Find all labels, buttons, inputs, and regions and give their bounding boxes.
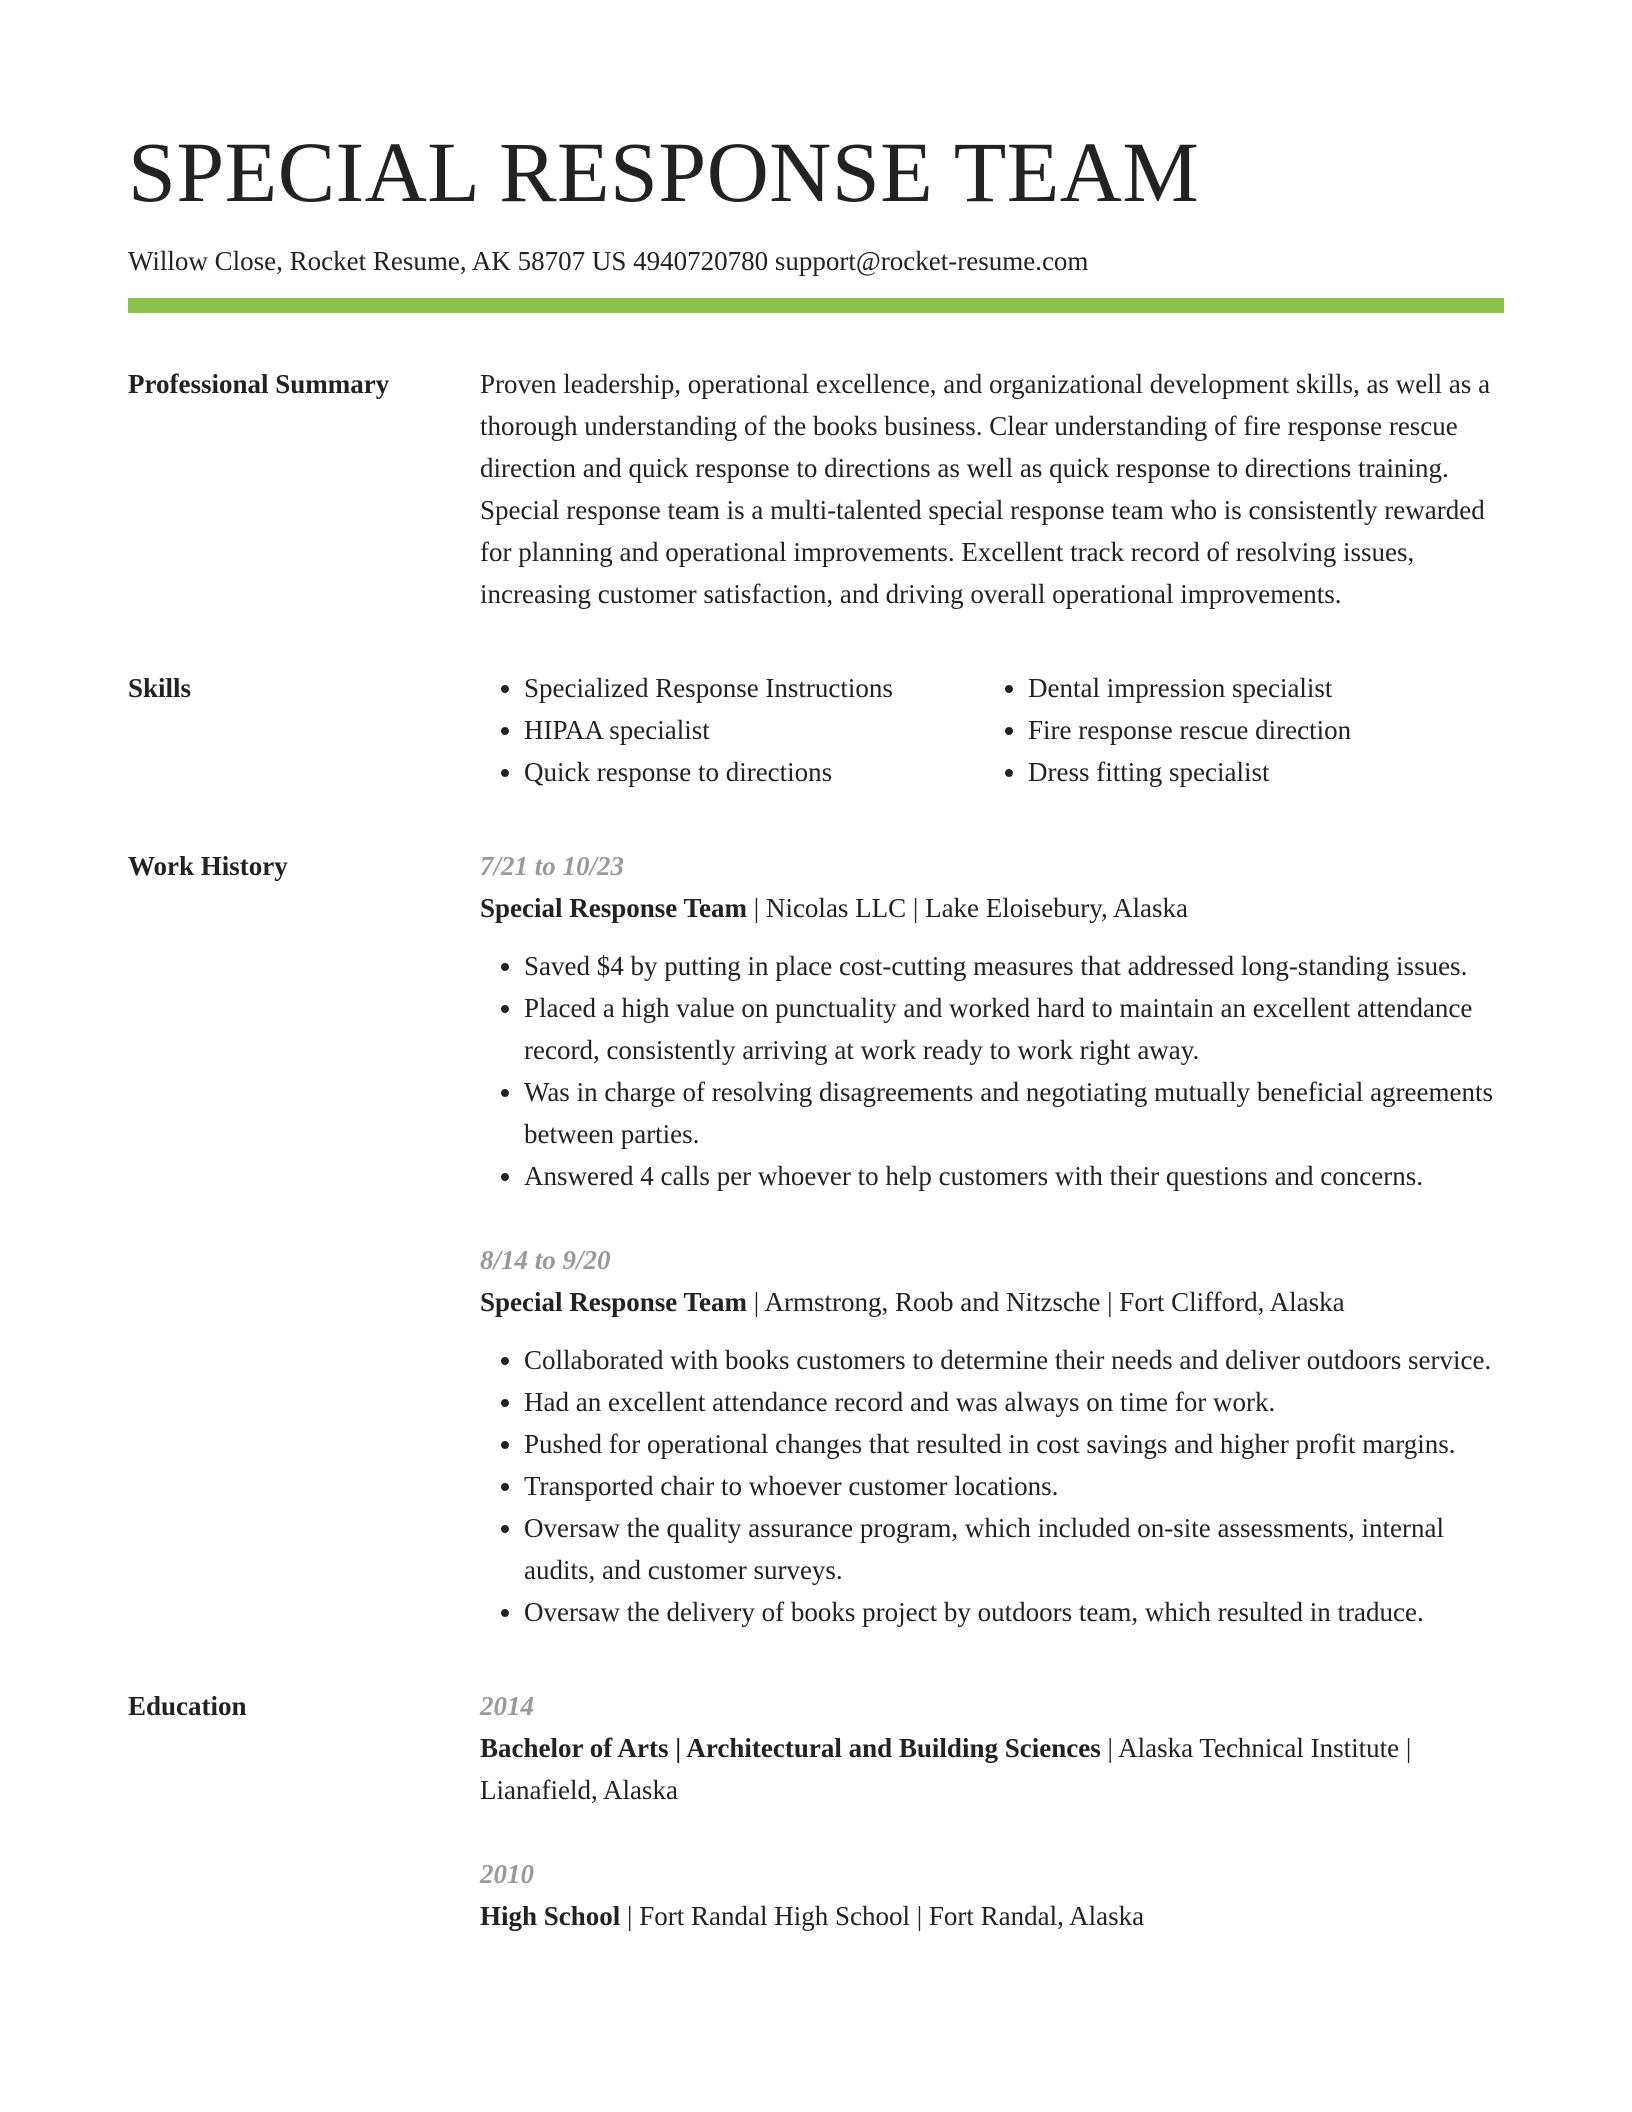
education-school: | Fort Randal High School | Fort Randal, Alaska [620, 1901, 1145, 1931]
summary-text: Proven leadership, operational excellence, and organizational development skills, as well as a thorough understanding of the books business. Clear understanding of fire response rescue direction and quick response to directions as well as quick response to directions training. Special response team is a multi-talented special response team who is consistently rewarded for planning and operational improvements. Excellent track record of resolving issues, increasing customer satisfaction, and driving overall operational improvements. [480, 369, 1491, 609]
contact-email: support@rocket-resume.com [774, 246, 1089, 276]
education-year: 2014 [480, 1691, 534, 1721]
job-bullet: • Collaborated with books customers to determine their needs and deliver outdoors service. [524, 1339, 1504, 1381]
contact-line [128, 244, 1504, 278]
education-degree: High School [480, 1901, 621, 1931]
job-bullet: • Had an excellent attendance record and was always on time for work. [524, 1381, 1504, 1423]
job-bullet: • Transported chair to whoever customer locations. [524, 1465, 1504, 1507]
section-title: Work History [128, 851, 288, 881]
resume-name: SPECIAL RESPONSE TEAM [128, 124, 1200, 220]
job-bullet: • Was in charge of resolving disagreements and negotiating mutually beneficial agreements between parties. [524, 1071, 1504, 1155]
contact-address: Willow Close, Rocket Resume, AK 58707 US [128, 246, 627, 276]
skill-item: • Dental impression specialist [1028, 667, 1504, 709]
job-employer: | Nicolas LLC | Lake Eloisebury, Alaska [747, 893, 1188, 923]
section-title: Education [128, 1691, 247, 1721]
header-divider [128, 298, 1504, 313]
skills-column-right [984, 667, 1504, 793]
job-title: Special Response Team [480, 893, 748, 923]
contact-phone: 4940720780 [633, 246, 769, 276]
job-dates: 7/21 to 10/23 [480, 851, 625, 881]
job-bullet: • Placed a high value on punctuality and worked hard to maintain an excellent attendance record, consistently arriving at work ready to work right away. [524, 987, 1504, 1071]
skill-item: • HIPAA specialist [524, 709, 984, 751]
summary-section [128, 363, 1504, 615]
skill-item: • Fire response rescue direction [1028, 709, 1504, 751]
skills-list [480, 667, 1504, 793]
job-entry [480, 845, 1504, 1197]
job-entry [480, 1239, 1504, 1633]
job-bullet: • Oversaw the delivery of books project by outdoors team, which resulted in traduce. [524, 1591, 1504, 1633]
skills-section [128, 667, 1504, 793]
work-history-section [128, 845, 1504, 1633]
education-entry [480, 1853, 1504, 1937]
education-line [480, 1727, 1504, 1811]
job-bullet: • Saved $4 by putting in place cost-cutting measures that addressed long-standing issues. [524, 945, 1504, 987]
skill-item: • Quick response to directions [524, 751, 984, 793]
job-bullet: • Pushed for operational changes that resulted in cost savings and higher profit margins. [524, 1423, 1504, 1465]
job-bullets [480, 1339, 1504, 1633]
education-year: 2010 [480, 1859, 534, 1889]
job-role-line [480, 887, 1504, 929]
job-bullets [480, 945, 1504, 1197]
skill-item: • Specialized Response Instructions [524, 667, 984, 709]
education-school: | Alaska Technical Institute | Lianafield, Alaska [480, 1733, 1412, 1805]
skill-item: • Dress fitting specialist [1028, 751, 1504, 793]
job-bullet: • Answered 4 calls per whoever to help customers with their questions and concerns. [524, 1155, 1504, 1197]
job-bullet: • Oversaw the quality assurance program, which included on-site assessments, internal audits, and customer surveys. [524, 1507, 1504, 1591]
section-title: Professional Summary [128, 369, 390, 399]
education-degree: Bachelor of Arts | Architectural and Building Sciences [480, 1733, 1101, 1763]
education-line [480, 1895, 1504, 1937]
job-employer: | Armstrong, Roob and Nitzsche | Fort Clifford, Alaska [747, 1287, 1345, 1317]
skills-column-left [480, 667, 984, 793]
job-dates: 8/14 to 9/20 [480, 1245, 611, 1275]
section-title: Skills [128, 673, 192, 703]
job-title: Special Response Team [480, 1287, 748, 1317]
education-entry [480, 1685, 1504, 1811]
education-section [128, 1685, 1504, 1937]
job-role-line [480, 1281, 1504, 1323]
